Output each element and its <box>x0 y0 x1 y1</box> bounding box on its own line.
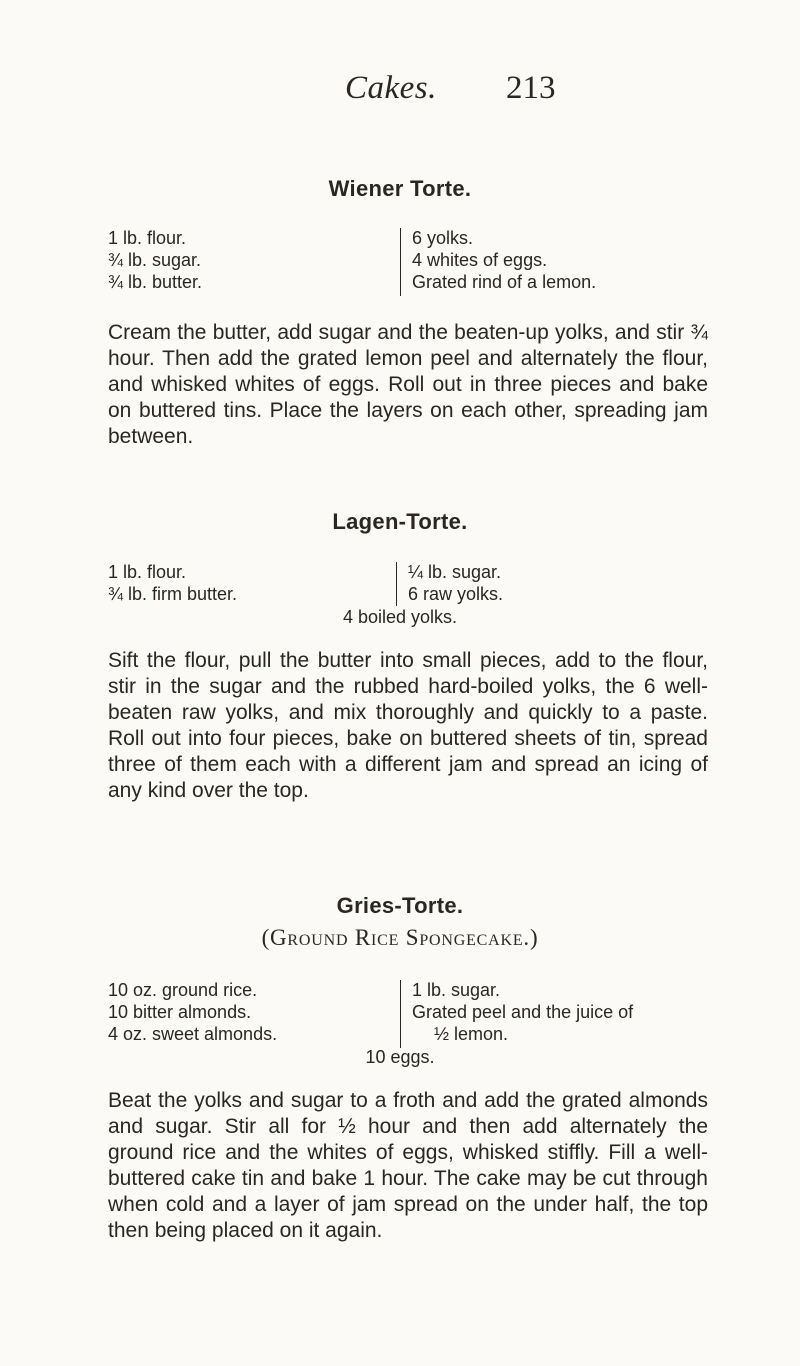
ingredient: ¼ lb. sugar. <box>408 562 502 582</box>
recipe-subtitle: (Ground Rice Spongecake.) <box>261 925 539 950</box>
ingredient: 4 oz. sweet almonds. <box>108 1024 278 1044</box>
ingredient: 10 oz. ground rice. <box>108 980 258 1000</box>
ingredient: 4 boiled yolks. <box>342 607 458 627</box>
ingredient: 4 whites of eggs. <box>412 250 548 270</box>
recipe-title-wiener-torte: Wiener Torte. <box>328 176 472 201</box>
running-title: Cakes. <box>345 70 437 106</box>
ingredient: Grated rind of a lemon. <box>412 272 597 292</box>
ingredient: 6 yolks. <box>412 228 474 248</box>
column-divider <box>400 228 401 296</box>
recipe-title-gries-torte: Gries-Torte. <box>336 893 464 918</box>
ingredient: 1 lb. sugar. <box>412 980 501 1000</box>
recipe-title-lagen-torte: Lagen-Torte. <box>332 509 468 534</box>
ingredient: ¾ lb. firm butter. <box>108 584 238 604</box>
ingredient: 6 raw yolks. <box>408 584 504 604</box>
recipe-method: Sift the flour, pull the butter into small pieces, add to the flour, stir in the sugar and the rubbed hard-boiled yolks, the 6 well-beaten raw yolks, and mix thoroughly and quickly to a paste. Roll out into four pieces, bake on buttered sheets of tin, spread three of them each with a different jam and spread an icing of any kind over the top. <box>108 649 708 802</box>
recipe-method: Cream the butter, add sugar and the beaten-up yolks, and stir ¾ hour. Then add the grated lemon peel and alternately the flour, and whisked whites of eggs. Roll out in three pieces and bake on buttered tins. Place the layers on each other, spreading jam between. <box>108 321 708 448</box>
page-number: 213 <box>506 70 556 106</box>
ingredient: ¾ lb. butter. <box>108 272 203 292</box>
column-divider <box>400 980 401 1048</box>
column-divider <box>396 562 397 606</box>
ingredient: Grated peel and the juice of <box>412 1002 634 1022</box>
ingredient: 10 eggs. <box>365 1047 435 1067</box>
ingredient: 10 bitter almonds. <box>108 1002 252 1022</box>
ingredient: ¾ lb. sugar. <box>108 250 202 270</box>
ingredient: 1 lb. flour. <box>108 562 187 582</box>
ingredient: ½ lemon. <box>434 1024 509 1044</box>
ingredient: 1 lb. flour. <box>108 228 187 248</box>
recipe-method: Beat the yolks and sugar to a froth and add the grated almonds and sugar. Stir all for ½ hour and then add alternately the ground rice and the whites of eggs, whisked stiffly. Fill a well-buttered cake tin and bake 1 hour. The cake may be cut through when cold and a layer of jam spread on the under half, the top then being placed on it again. <box>108 1089 708 1242</box>
